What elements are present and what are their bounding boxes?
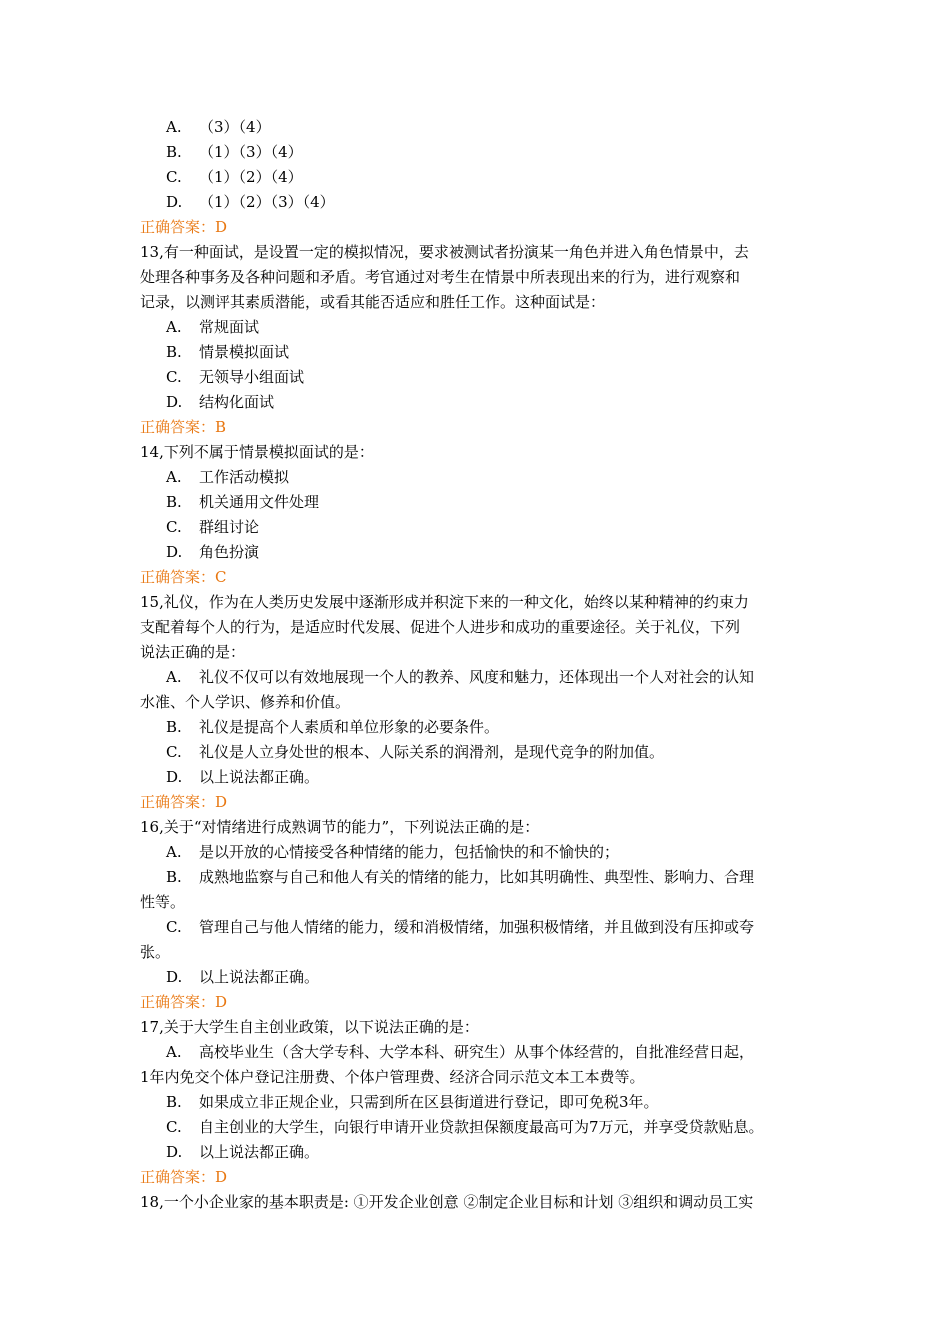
correct-answer: 正确答案：D xyxy=(140,993,228,1011)
option-a: A. 高校毕业生（含大学专科、大学本科、研究生）从事个体经营的，自批准经营日起， xyxy=(166,1043,755,1061)
option-b: B. 成熟地监察与自己和他人有关的情绪的能力，比如其明确性、典型性、影响力、合理 xyxy=(166,868,755,886)
option-c: C. 群组讨论 xyxy=(166,518,260,536)
option-c: C. （1）（2）（4） xyxy=(166,168,303,186)
option-d: D. 结构化面试 xyxy=(166,393,275,411)
question-15-text-line: 15,礼仪，作为在人类历史发展中逐渐形成并积淀下来的一种文化，始终以某种精神的约束力 xyxy=(140,593,749,611)
correct-answer: 正确答案：B xyxy=(140,418,227,436)
correct-answer: 正确答案：D xyxy=(140,793,228,811)
option-b: B. 如果成立非正规企业，只需到所在区县街道进行登记，即可免税3年。 xyxy=(166,1093,659,1111)
option-c: C. 管理自己与他人情绪的能力，缓和消极情绪，加强积极情绪，并且做到没有压抑或夸 xyxy=(166,918,755,936)
option-b-continuation: 性等。 xyxy=(140,893,186,911)
option-b: B. 情景模拟面试 xyxy=(166,343,290,361)
question-list xyxy=(140,115,818,1215)
option-d: D. 角色扮演 xyxy=(166,543,260,561)
option-d: D. 以上说法都正确。 xyxy=(166,968,320,986)
option-b: B. （1）（3）（4） xyxy=(166,143,303,161)
option-d: D. 以上说法都正确。 xyxy=(166,1143,320,1161)
option-a: A. 工作活动模拟 xyxy=(166,468,290,486)
option-a: A. 礼仪不仅可以有效地展现一个人的教养、风度和魅力，还体现出一个人对社会的认知 xyxy=(166,668,755,686)
question-15-text-line: 支配着每个人的行为，是适应时代发展、促进个人进步和成功的重要途径。关于礼仪，下列 xyxy=(140,618,741,636)
correct-answer: 正确答案：D xyxy=(140,1168,228,1186)
correct-answer: 正确答案：C xyxy=(140,568,227,586)
option-b: B. 机关通用文件处理 xyxy=(166,493,320,511)
question-16-text-line: 16,关于“对情绪进行成熟调节的能力”，下列说法正确的是： xyxy=(140,818,540,836)
question-13-text-line: 13,有一种面试，是设置一定的模拟情况，要求被测试者扮演某一角色并进入角色情景中，去 xyxy=(140,243,749,261)
option-a-continuation: 1年内免交个体户登记注册费、个体户管理费、经济合同示范文本工本费等。 xyxy=(140,1068,645,1086)
option-a: A. 常规面试 xyxy=(166,318,260,336)
option-a: A. 是以开放的心情接受各种情绪的能力，包括愉快的和不愉快的； xyxy=(166,843,620,861)
option-c: C. 无领导小组面试 xyxy=(166,368,305,386)
question-14-text-line: 14,下列不属于情景模拟面试的是： xyxy=(140,443,374,461)
question-15-text-line: 说法正确的是： xyxy=(140,643,246,661)
option-a-continuation: 水准、个人学识、修养和价值。 xyxy=(140,693,351,711)
option-a: A. （3）（4） xyxy=(166,118,271,136)
option-c: C. 自主创业的大学生，向银行申请开业贷款担保额度最高可为7万元，并享受贷款贴息。 xyxy=(166,1118,764,1136)
question-13-text-line: 处理各种事务及各种问题和矛盾。考官通过对考生在情景中所表现出来的行为，进行观察和 xyxy=(140,268,741,286)
option-c-continuation: 张。 xyxy=(140,943,171,961)
option-d: D. 以上说法都正确。 xyxy=(166,768,320,786)
option-b: B. 礼仪是提高个人素质和单位形象的必要条件。 xyxy=(166,718,500,736)
option-d: D. （1）（2）（3）（4） xyxy=(166,193,335,211)
question-13-text-line: 记录，以测评其素质潜能，或看其能否适应和胜任工作。这种面试是： xyxy=(140,293,606,311)
question-18-text-line: 18,一个小企业家的基本职责是: ①开发企业创意 ②制定企业目标和计划 ③组织和调动员工实 xyxy=(140,1193,754,1211)
option-c: C. 礼仪是人立身处世的根本、人际关系的润滑剂，是现代竞争的附加值。 xyxy=(166,743,665,761)
question-17-text-line: 17,关于大学生自主创业政策，以下说法正确的是： xyxy=(140,1018,479,1036)
correct-answer: 正确答案：D xyxy=(140,218,228,236)
